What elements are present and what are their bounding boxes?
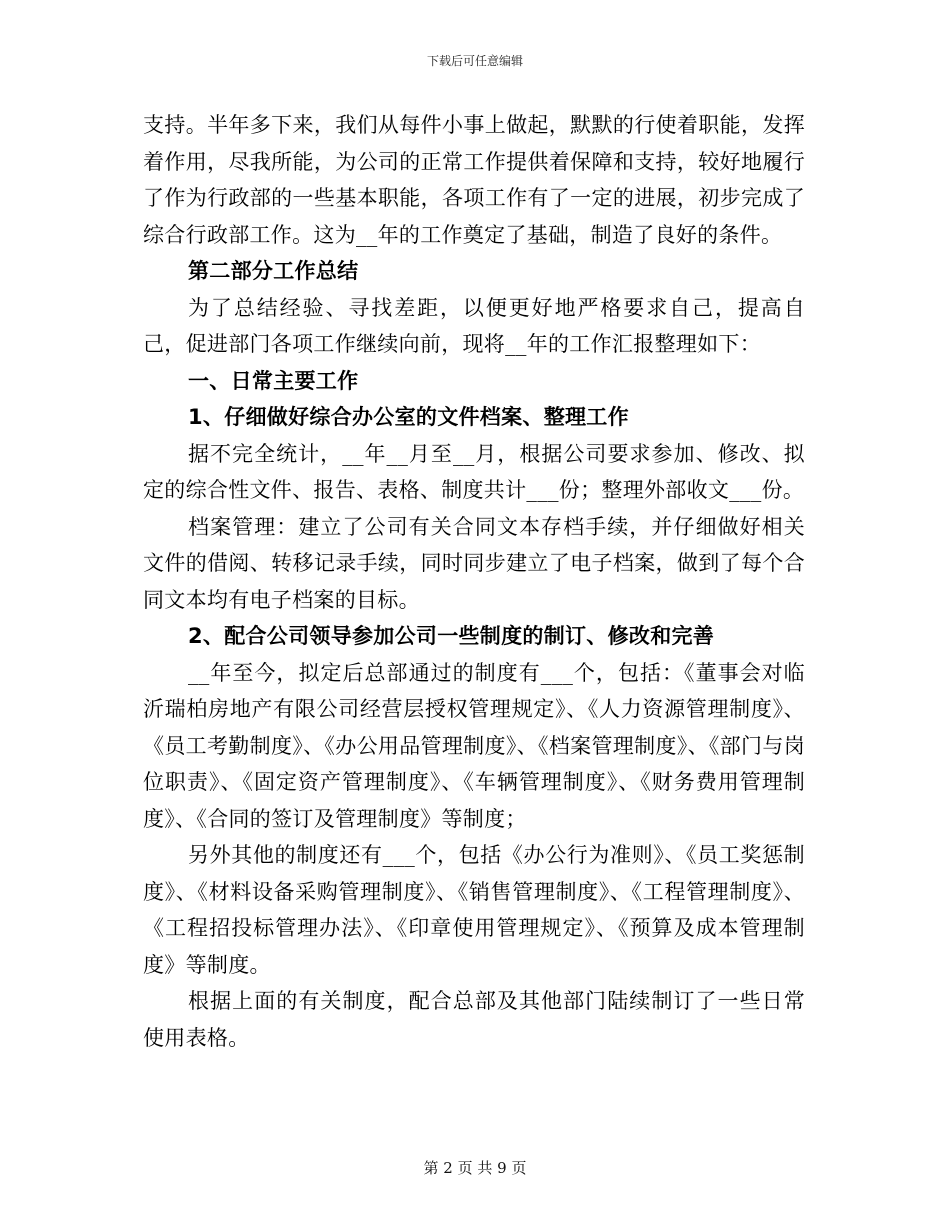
document-body [143,107,805,1056]
page-header: 下载后可任意编辑 [426,54,523,68]
paragraph-statistics: 据不完全统计，__年__月至__月，根据公司要求参加、修改、拟定的综合性文件、报告、表格、制度共计___份；整理外部收文___份。 [143,441,805,502]
paragraph-archive-management: 档案管理：建立了公司有关合同文本存档手续，并仔细做好相关文件的借阅、转移记录手续，同时同步建立了电子档案，做到了每个合同文本均有电子档案的目标。 [143,514,805,612]
heading-part-two: 第二部分工作总结 [188,259,359,283]
paragraph-other-policies: 另外其他的制度还有___个，包括《办公行为准则》、《员工奖惩制度》、《材料设备采购管理制度》、《销售管理制度》、《工程管理制度》、《工程招投标管理办法》、《印章使用管理规定》、《预算及成本管理制度》等制度。 [143,843,805,977]
paragraph-intro: 为了总结经验、寻找差距，以便更好地严格要求自己，提高自己，促进部门各项工作继续向前，现将__年的工作汇报整理如下： [143,295,805,356]
paragraph-continuation: 支持。半年多下来，我们从每件小事上做起，默默的行使着职能，发挥着作用，尽我所能，为公司的正常工作提供着保障和支持，较好地履行了作为行政部的一些基本职能，各项工作有了一定的进展，初步完成了综合行政部工作。这为__年的工作奠定了基础，制造了良好的条件。 [143,113,805,247]
heading-subsection-two: 2、配合公司领导参加公司一些制度的制订、修改和完善 [188,624,715,648]
paragraph-approved-policies: __年至今，拟定后总部通过的制度有___个，包括：《董事会对临沂瑞柏房地产有限公司经营层授权管理规定》、《人力资源管理制度》、《员工考勤制度》、《办公用品管理制度》、《档案管理制度》、《部门与岗位职责》、《固定资产管理制度》、《车辆管理制度》、《财务费用管理制度》、《合同的签订及管理制度》等制度； [143,660,805,831]
heading-subsection-one: 1、仔细做好综合办公室的文件档案、整理工作 [188,405,629,429]
heading-section-one: 一、日常主要工作 [188,368,359,393]
paragraph-forms: 根据上面的有关制度，配合总部及其他部门陆续制订了一些日常使用表格。 [143,989,805,1050]
page-number: 第 2 页 共 9 页 [423,1159,527,1177]
